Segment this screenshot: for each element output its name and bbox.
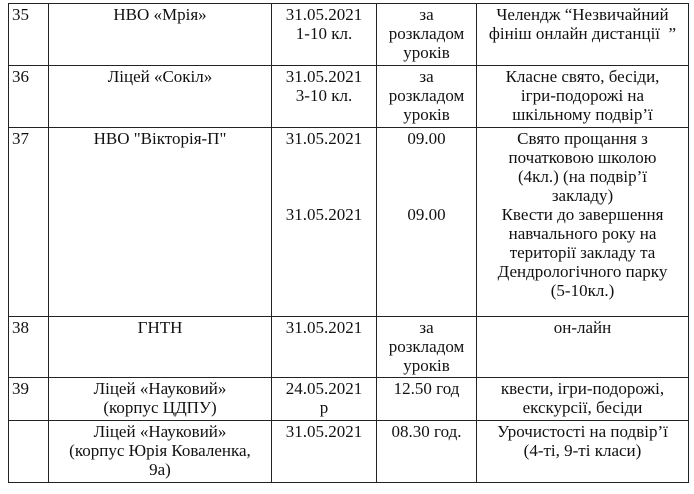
row-number: 35	[9, 4, 49, 66]
event-time: за розкладом уроків	[377, 66, 477, 128]
event-description: он-лайн	[477, 317, 689, 378]
event-date: 24.05.2021 р	[272, 378, 377, 421]
row-number: 39	[9, 378, 49, 421]
row-number: 38	[9, 317, 49, 378]
event-description: квести, ігри-подорожі, екскурсії, бесіди	[477, 378, 689, 421]
table-row	[9, 128, 689, 317]
event-time: 08.30 год.	[377, 421, 477, 483]
school-name: НВО «Мрія»	[49, 4, 272, 66]
event-time: 09.00 09.00	[377, 128, 477, 317]
row-number: 36	[9, 66, 49, 128]
table-row	[9, 66, 689, 128]
school-name: Ліцей «Науковий» (корпус ЦДПУ)	[49, 378, 272, 421]
school-name: Ліцей «Науковий» (корпус Юрія Коваленка, 9а)	[49, 421, 272, 483]
event-date: 31.05.2021	[272, 421, 377, 483]
event-date: 31.05.2021 31.05.2021	[272, 128, 377, 317]
event-time: за розкладом уроків	[377, 317, 477, 378]
event-date: 31.05.2021 3-10 кл.	[272, 66, 377, 128]
event-date: 31.05.2021	[272, 317, 377, 378]
row-number	[9, 421, 49, 483]
event-description: Челендж “Незвичайний фініш онлайн дистанції ”	[477, 4, 689, 66]
event-time: 12.50 год	[377, 378, 477, 421]
event-description: Класне свято, бесіди, ігри-подорожі на шкільному подвір’ї	[477, 66, 689, 128]
school-name: ГНТН	[49, 317, 272, 378]
school-name: Ліцей «Сокіл»	[49, 66, 272, 128]
event-description: Урочистості на подвір’ї (4-ті, 9-ті класи)	[477, 421, 689, 483]
event-description: Свято прощання з початковою школою (4кл.) (на подвір’ї закладу) Квести до завершення навчального року на території закладу та Дендрологічного парку (5-10кл.)	[477, 128, 689, 317]
row-number: 37	[9, 128, 49, 317]
table-row	[9, 378, 689, 421]
event-date: 31.05.2021 1-10 кл.	[272, 4, 377, 66]
table-row	[9, 4, 689, 66]
table-row	[9, 317, 689, 378]
school-name: НВО "Вікторія-П"	[49, 128, 272, 317]
events-table	[8, 3, 689, 483]
event-time: за розкладом уроків	[377, 4, 477, 66]
table-row	[9, 421, 689, 483]
